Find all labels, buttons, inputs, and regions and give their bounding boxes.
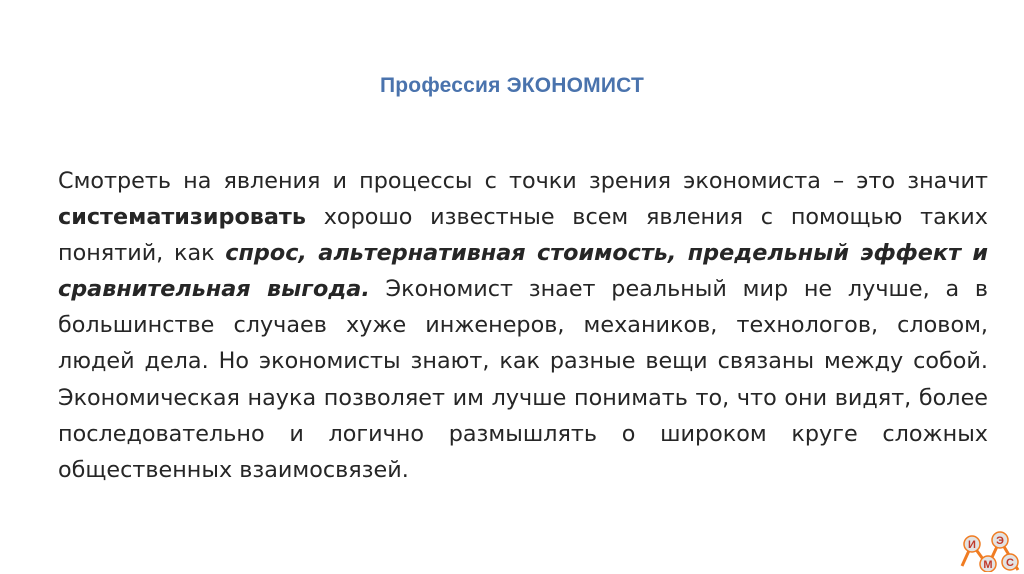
logo-letter-4: С (1006, 557, 1014, 569)
paragraph-emphasis-terms: спрос, альтернативная стоимость, предельный эффект и сравнительная выгода. (58, 240, 988, 303)
logo-letter-1: И (968, 539, 976, 551)
paragraph-text-2: хорошо известные всем явления с помощью таких понятий, как (58, 204, 988, 267)
logo-letter-2: Э (996, 535, 1004, 547)
imes-logo (958, 526, 1022, 572)
imes-logo-graphic (958, 526, 1022, 572)
body-paragraph (58, 163, 988, 488)
slide-title: Профессия ЭКОНОМИСТ (379, 74, 645, 97)
paragraph-bold-term: систематизировать (58, 204, 306, 231)
logo-letter-3: М (983, 559, 993, 571)
paragraph-text-1: Смотреть на явления и процессы с точки зрения экономиста – это значит (58, 168, 988, 194)
paragraph-text-3: Экономист знает реальный мир не лучше, а в большинстве случаев хуже инженеров, механиков, технологов, словом, людей дела. Но экономисты знают, как разные вещи связаны между собой. Экономическая наука позволяет им лучше понимать то, что они видят, более последовательно и логично размышлять о широком круге сложных общественных взаимосвязей. (58, 276, 988, 483)
